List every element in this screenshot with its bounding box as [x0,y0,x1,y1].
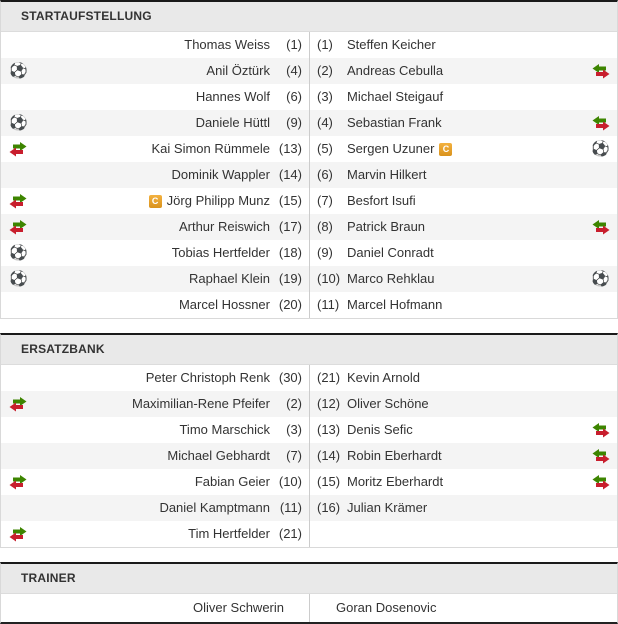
section-title: ERSATZBANK [21,342,105,356]
away-player-number: (14) [317,448,341,463]
trainer-rows [1,594,617,622]
home-icon-slot [9,116,28,131]
substitution-arrows-icon [9,220,27,235]
away-player-cell [309,266,617,292]
away-icon-slot [592,423,610,438]
away-player-cell [309,240,617,266]
home-player-name: Raphael Klein [189,271,270,286]
home-player-cell [1,32,309,58]
away-player-cell [309,58,617,84]
home-player-number: (6) [286,89,302,104]
away-player-number: (1) [317,37,333,52]
away-player-cell [309,110,617,136]
home-player-name: Tim Hertfelder [188,526,270,541]
away-icon-slot [592,449,610,464]
section-trainer [0,562,618,624]
away-trainer-name: Goran Dosenovic [336,600,437,615]
home-player-cell [1,266,309,292]
away-player-name: Oliver Schöne [347,396,429,411]
trainer-row [1,594,617,622]
player-row [1,391,617,417]
home-player-name: Timo Marschick [179,422,270,437]
away-player-number: (12) [317,396,341,411]
home-player-cell [1,417,309,443]
player-row [1,266,617,292]
substitution-arrows-icon [9,142,27,157]
away-icon-slot [592,475,610,490]
away-player-name: Marco Rehklau [347,271,435,286]
home-player-name: Dominik Wappler [171,167,270,182]
home-player-number: (18) [278,245,302,260]
home-player-name: Fabian Geier [194,474,270,489]
section-header-trainer [1,564,617,594]
substitution-arrows-icon [592,423,610,438]
home-player-cell [1,162,309,188]
player-row [1,110,617,136]
goal-ball-icon: ⚽ [9,270,28,288]
home-player-number: (21) [278,526,302,541]
home-player-name: Michael Gebhardt [167,448,270,463]
goal-ball-icon: ⚽ [591,270,610,288]
away-player-cell [309,521,617,547]
away-player-cell [309,214,617,240]
home-player-number: (9) [286,115,302,130]
home-player-name: Tobias Hertfelder [171,245,270,260]
substitution-arrows-icon [592,116,610,131]
away-player-number: (21) [317,370,341,385]
home-player-number: (4) [286,63,302,78]
away-icon-slot [592,116,610,131]
home-player-cell [1,84,309,110]
away-player-name: Daniel Conradt [347,245,434,260]
section-header-startaufstellung [1,2,617,32]
home-player-name: Daniele Hüttl [195,115,270,130]
away-player-cell [309,495,617,521]
home-player-number: (19) [278,271,302,286]
home-player-name: Maximilian-Rene Pfeifer [132,396,270,411]
away-player-number: (13) [317,422,341,437]
away-player-name: Besfort Isufi [347,193,416,208]
away-player-number: (9) [317,245,333,260]
substitution-arrows-icon [9,527,27,542]
home-player-cell [1,365,309,391]
away-player-name: Robin Eberhardt [347,448,442,463]
home-player-cell [1,391,309,417]
away-trainer-cell [309,594,617,622]
away-player-name: Michael Steigauf [347,89,444,104]
away-player-name: Patrick Braun [347,219,426,234]
away-player-number: (11) [317,297,340,312]
home-player-cell [1,136,309,162]
away-player-number: (6) [317,167,333,182]
away-player-number: (3) [317,89,333,104]
home-player-cell [1,469,309,495]
away-player-number: (10) [317,271,341,286]
away-player-cell [309,32,617,58]
player-row [1,32,617,58]
substitution-arrows-icon [9,397,27,412]
home-player-number: (1) [286,37,302,52]
home-player-name: Jörg Philipp Munz [166,193,270,208]
home-player-cell [1,292,309,318]
player-row [1,188,617,214]
away-player-cell [309,443,617,469]
home-player-cell [1,495,309,521]
captain-badge: C [439,143,452,156]
away-player-name: Marvin Hilkert [347,167,427,182]
home-player-name: Marcel Hossner [178,297,270,312]
away-player-number: (8) [317,219,333,234]
substitution-arrows-icon [592,449,610,464]
home-icon-slot [9,475,27,490]
substitution-arrows-icon [9,194,27,209]
home-icon-slot [9,397,27,412]
home-player-name: Kai Simon Rümmele [151,141,270,156]
home-icon-slot [9,142,27,157]
away-player-number: (2) [317,63,333,78]
player-row [1,521,617,547]
home-trainer-cell [1,594,309,622]
away-player-number: (4) [317,115,333,130]
home-icon-slot [9,64,28,79]
home-player-number: (17) [278,219,302,234]
away-icon-slot [592,64,610,79]
section-title: TRAINER [21,571,76,585]
away-icon-slot [592,220,610,235]
player-row [1,214,617,240]
home-icon-slot [9,220,27,235]
home-player-name: Hannes Wolf [195,89,270,104]
home-player-name: Daniel Kamptmann [159,500,270,515]
away-player-cell [309,84,617,110]
home-player-number: (7) [286,448,302,463]
home-player-number: (20) [278,297,302,312]
home-player-number: (3) [286,422,302,437]
away-player-name: Denis Sefic [347,422,413,437]
away-player-name: Andreas Cebulla [347,63,444,78]
away-player-cell [309,292,617,318]
ersatzbank-rows [1,365,617,547]
away-player-cell [309,365,617,391]
away-player-name: Marcel Hofmann [347,297,443,312]
player-row [1,84,617,110]
captain-badge: C [149,195,162,208]
home-player-number: (2) [286,396,302,411]
home-player-number: (14) [278,167,302,182]
substitution-arrows-icon [9,475,27,490]
player-row [1,292,617,318]
away-player-name: Julian Krämer [347,500,428,515]
section-ersatzbank [0,333,618,548]
away-player-name: Sebastian Frank [347,115,442,130]
player-row [1,365,617,391]
home-player-cell [1,521,309,547]
goal-ball-icon: ⚽ [9,62,28,80]
away-player-name: Steffen Keicher [347,37,436,52]
home-icon-slot [9,194,27,209]
home-player-name: Peter Christoph Renk [145,370,270,385]
home-player-number: (13) [278,141,302,156]
away-player-name: Moritz Eberhardt [347,474,444,489]
home-player-cell [1,188,309,214]
substitution-arrows-icon [592,64,610,79]
player-row [1,443,617,469]
away-player-cell [309,391,617,417]
away-player-cell [309,469,617,495]
home-player-cell [1,58,309,84]
player-row [1,469,617,495]
home-player-name: Anil Öztürk [206,63,270,78]
away-icon-slot [591,142,610,157]
away-player-name: Sergen Uzuner [347,141,435,156]
player-row [1,136,617,162]
substitution-arrows-icon [592,475,610,490]
home-player-number: (10) [278,474,302,489]
player-row [1,162,617,188]
away-player-number: (5) [317,141,333,156]
away-player-number: (15) [317,474,341,489]
away-player-cell [309,136,617,162]
goal-ball-icon: ⚽ [9,244,28,262]
section-title: STARTAUFSTELLUNG [21,9,152,23]
home-player-cell [1,110,309,136]
home-player-cell [1,240,309,266]
home-player-name: Arthur Reiswich [178,219,270,234]
player-row [1,58,617,84]
home-icon-slot [9,246,28,261]
startaufstellung-rows [1,32,617,318]
away-player-number: (16) [317,500,341,515]
player-row [1,240,617,266]
home-icon-slot [9,527,27,542]
red-ball-icon: ⚽ [591,140,610,158]
away-player-cell [309,188,617,214]
away-player-name: Kevin Arnold [347,370,420,385]
home-trainer-name: Oliver Schwerin [192,600,284,615]
player-row [1,495,617,521]
away-icon-slot [591,272,610,287]
home-player-cell [1,443,309,469]
goal-ball-icon: ⚽ [9,114,28,132]
player-row [1,417,617,443]
home-player-name: Thomas Weiss [184,37,270,52]
away-player-cell [309,162,617,188]
home-icon-slot [9,272,28,287]
home-player-number: (30) [278,370,302,385]
home-player-number: (15) [278,193,302,208]
home-player-number: (11) [279,500,302,515]
home-player-cell [1,214,309,240]
section-header-ersatzbank [1,335,617,365]
substitution-arrows-icon [592,220,610,235]
away-player-cell [309,417,617,443]
away-player-number: (7) [317,193,333,208]
